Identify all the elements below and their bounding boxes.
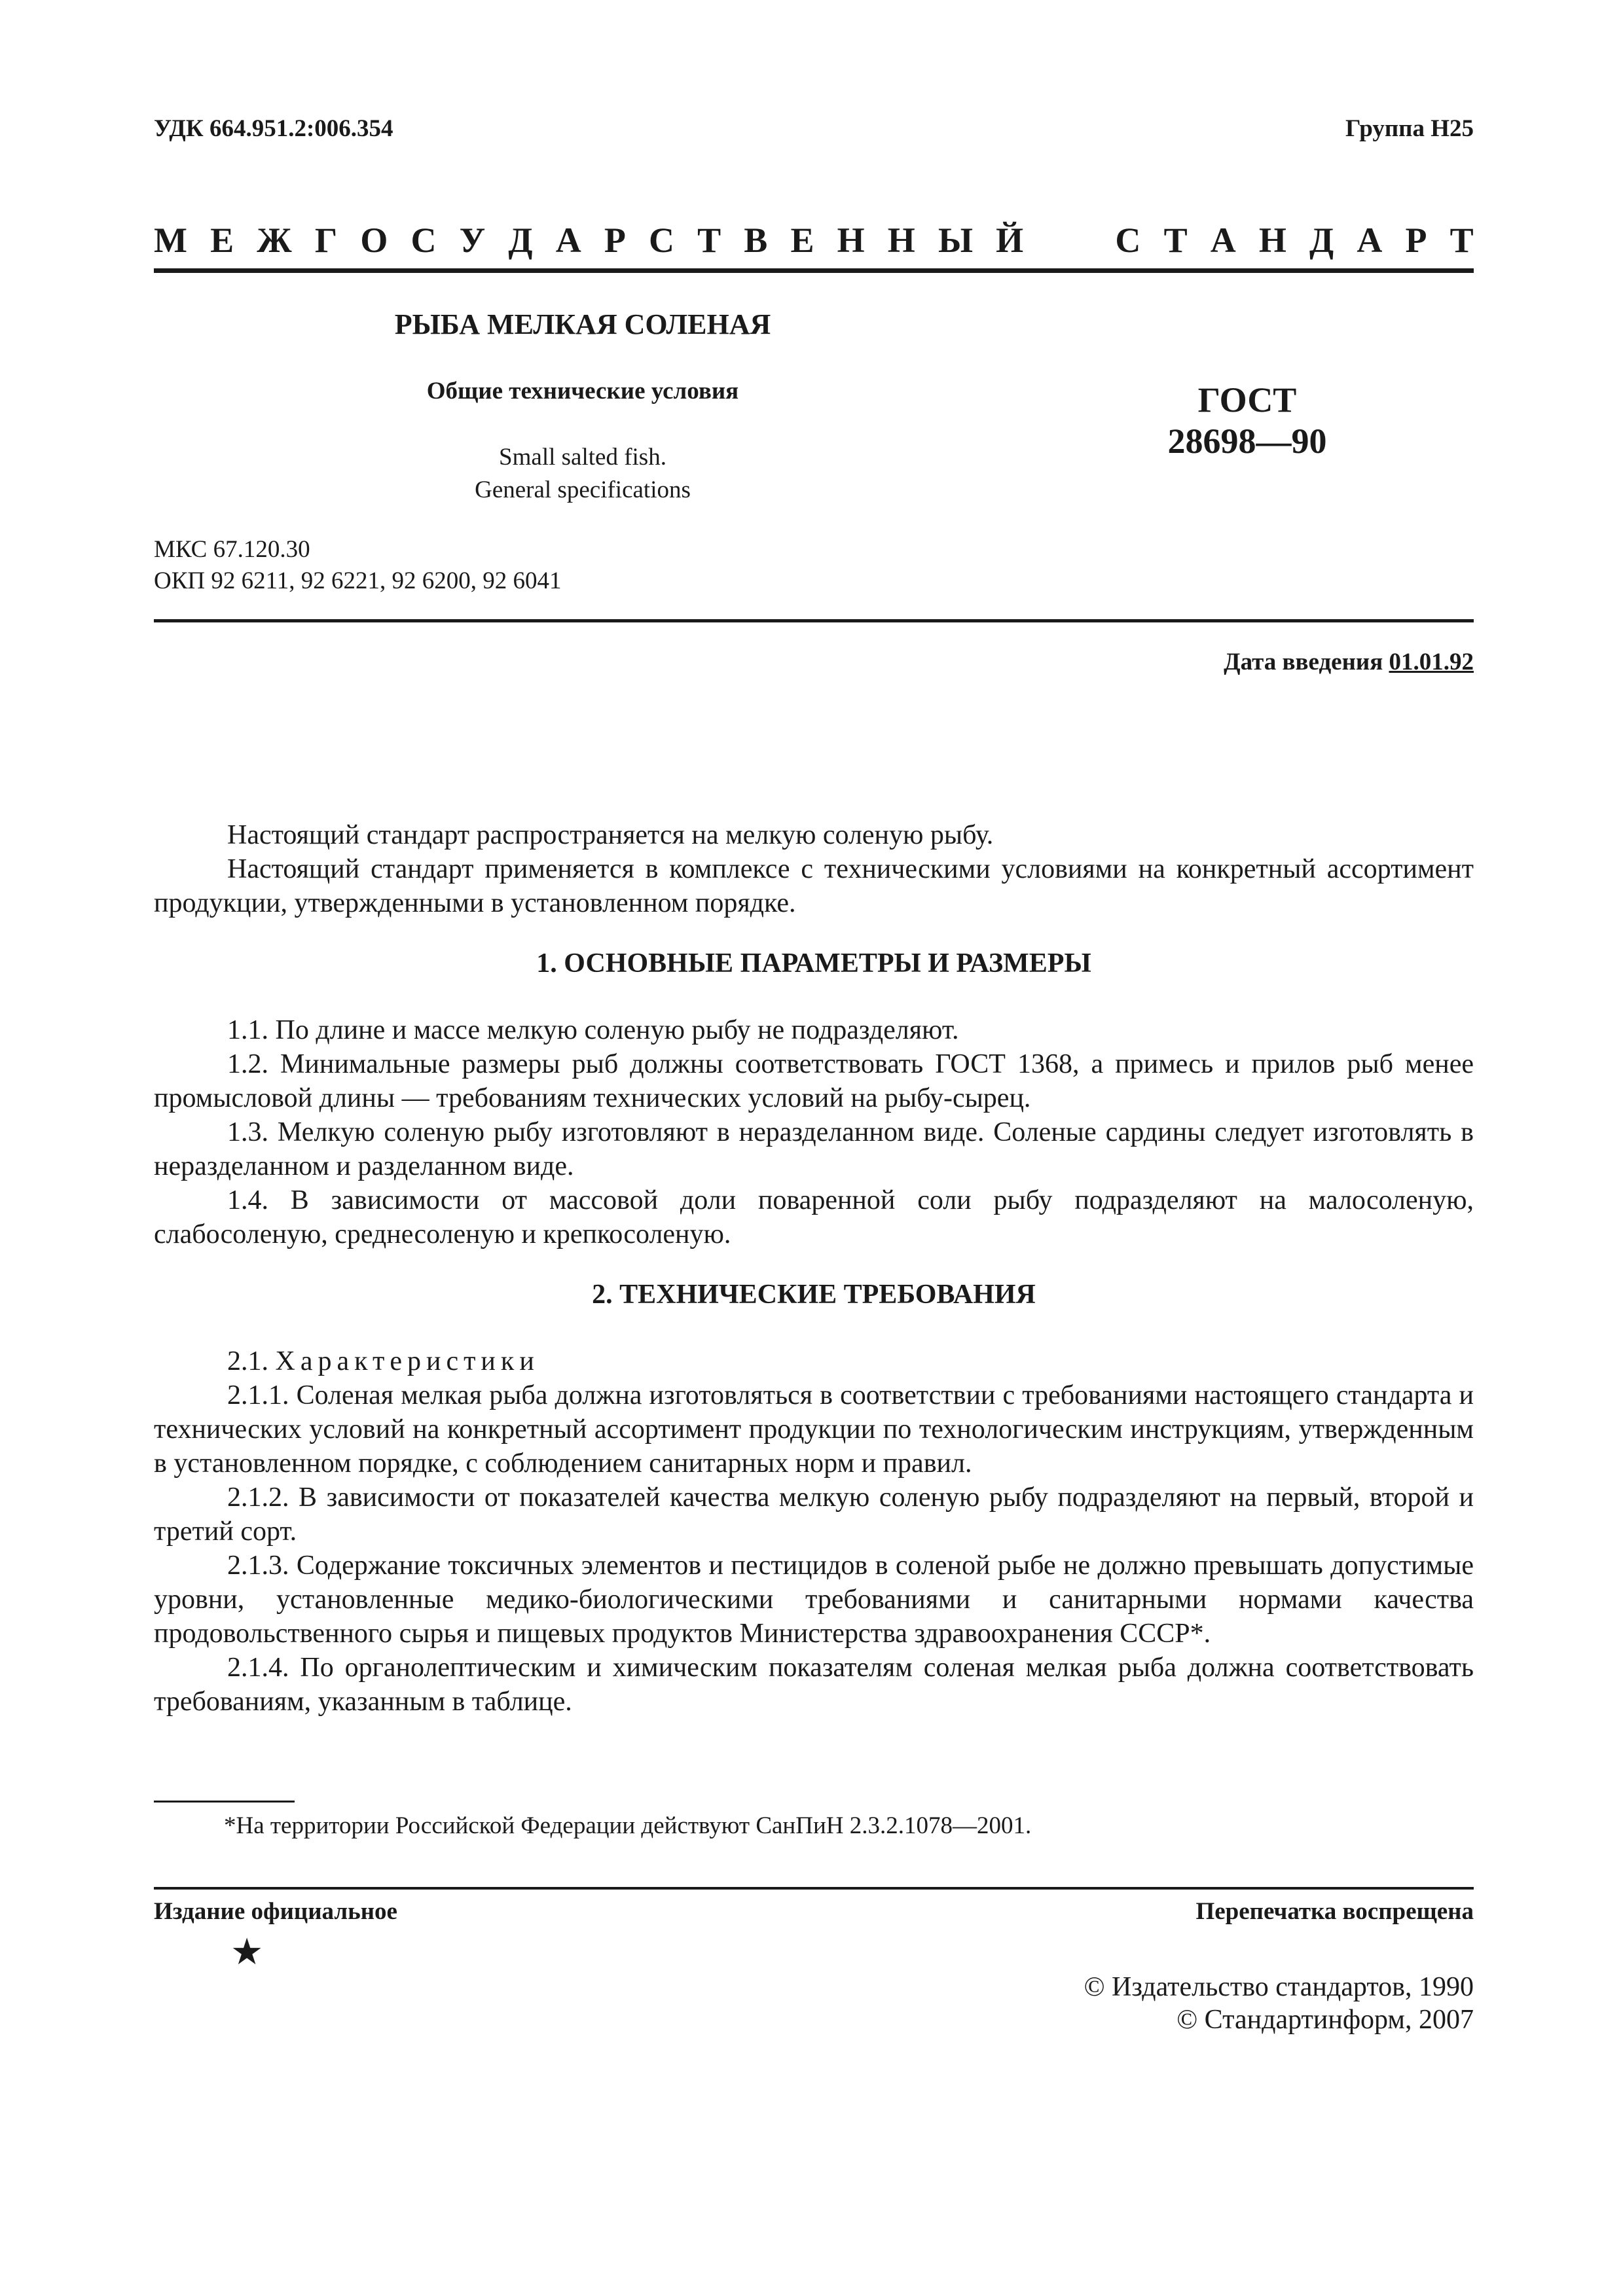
reprint-prohibited-label: Перепечатка воспрещена (1195, 1898, 1474, 1925)
banner-letter: Ы (938, 221, 973, 260)
okp-code: ОКП 92 6211, 92 6221, 92 6200, 92 6041 (154, 567, 562, 594)
banner-letter: Д (508, 221, 533, 260)
banner-letter: А (1357, 221, 1383, 260)
gost-label: ГОСТ (1197, 380, 1297, 420)
banner-letter: А (555, 221, 581, 260)
group-code: Группа Н25 (1345, 115, 1474, 142)
banner-letter: Н (837, 221, 865, 260)
banner-letter: Н (887, 221, 915, 260)
mks-code: МКС 67.120.30 (154, 536, 310, 563)
english-title-line-1: Small salted fish. (499, 444, 666, 471)
banner-letter: С (1115, 221, 1141, 260)
header-divider (154, 619, 1474, 622)
official-edition-label: Издание официальное (154, 1898, 397, 1925)
document-subtitle: Общие технические условия (426, 378, 739, 404)
english-title-line-2: General specifications (475, 476, 691, 503)
interstate-standard-banner (154, 220, 1474, 260)
banner-letter: В (744, 221, 768, 260)
banner-rule (154, 268, 1474, 273)
document-body (154, 818, 1474, 1719)
banner-letter: Й (996, 221, 1024, 260)
clause-2-1-2: 2.1.2. В зависимости от показателей качества мелкую соленую рыбу подразделяют на первый, второй и третий сорт. (154, 1482, 1474, 1547)
introduction-date-label: Дата введения (1224, 649, 1389, 675)
banner-letter: Т (1163, 221, 1188, 260)
intro-paragraph: Настоящий стандарт применяется в комплексе с техническими условиями на конкретный ассортимент продукции, утвержденными в установленном порядке. (154, 854, 1474, 918)
banner-letter: Т (697, 221, 721, 260)
banner-letter: С (410, 221, 437, 260)
footnote: *На территории Российской Федерации действуют СанПиН 2.3.2.1078—2001. (224, 1812, 1032, 1839)
document-title: РЫБА МЕЛКАЯ СОЛЕНАЯ (394, 308, 771, 340)
banner-letter: Н (1258, 221, 1286, 260)
section-2-heading: 2. ТЕХНИЧЕСКИЕ ТРЕБОВАНИЯ (592, 1280, 1036, 1310)
clause-2-1-title: Характеристики (275, 1346, 539, 1376)
banner-letter: Е (210, 221, 234, 260)
clause-1-3: 1.3. Мелкую соленую рыбу изготовляют в неразделанном виде. Соленые сардины следует изготовлять в неразделанном и разделанном виде. (154, 1117, 1474, 1181)
banner-letter: Д (1309, 221, 1334, 260)
clause-2-1 (154, 1344, 1474, 1378)
footnote-separator (154, 1801, 295, 1803)
gost-number: 28698—90 (1167, 422, 1327, 461)
star-icon: ★ (230, 1932, 264, 1973)
clause-2-1-4: 2.1.4. По органолептическим и химическим показателям соленая мелкая рыба должна соответствовать требованиям, указанным в таблице. (154, 1653, 1474, 1717)
banner-letter: Р (1405, 221, 1427, 260)
clause-2-1-number: 2.1. (227, 1346, 276, 1376)
introduction-date-value: 01.01.92 (1389, 649, 1474, 675)
banner-letter: С (648, 221, 674, 260)
footer-rule (154, 1887, 1474, 1890)
banner-letter: М (154, 221, 187, 260)
banner-letter: Г (314, 221, 338, 260)
banner-letter: О (360, 221, 388, 260)
banner-letter: Е (790, 221, 814, 260)
introduction-date (1224, 648, 1474, 676)
banner-letter: Ж (257, 221, 292, 260)
copyright-line-1: © Издательство стандартов, 1990 (1084, 1972, 1474, 2002)
clause-2-1-3: 2.1.3. Содержание токсичных элементов и пестицидов в соленой рыбе не должно превышать допустимые уровни, установленные медико-биологическими требованиями и санитарными нормами качества продовольственного сырья и пищевых продуктов Министерства здравоохранения СССР*. (154, 1551, 1474, 1649)
copyright-line-2: © Стандартинформ, 2007 (1176, 2005, 1474, 2035)
banner-letter: У (459, 221, 486, 260)
banner-letter: Р (604, 221, 626, 260)
section-1-heading: 1. ОСНОВНЫЕ ПАРАМЕТРЫ И РАЗМЕРЫ (536, 948, 1091, 978)
clause-1-2: 1.2. Минимальные размеры рыб должны соответствовать ГОСТ 1368, а примесь и прилов рыб менее промысловой длины — требованиям технических условий на рыбу-сырец. (154, 1049, 1474, 1113)
banner-word-gap (1046, 220, 1092, 260)
clause-1-4: 1.4. В зависимости от массовой доли поваренной соли рыбу подразделяют на малосоленую, слабосоленую, среднесоленую и крепкосоленую. (154, 1185, 1474, 1249)
clause-1-1: 1.1. По длине и массе мелкую соленую рыбу не подразделяют. (227, 1015, 959, 1045)
clause-2-1-1: 2.1.1. Соленая мелкая рыба должна изготовляться в соответствии с требованиями настоящего стандарта и технических условий на конкретный ассортимент продукции по технологическим инструкциям, утвержденным в установленном порядке, с соблюдением санитарных норм и правил. (154, 1380, 1474, 1479)
banner-letter: Т (1450, 221, 1474, 260)
intro-paragraph: Настоящий стандарт распространяется на мелкую соленую рыбу. (227, 820, 994, 850)
udk-code: УДК 664.951.2:006.354 (154, 115, 393, 142)
banner-letter: А (1210, 221, 1236, 260)
